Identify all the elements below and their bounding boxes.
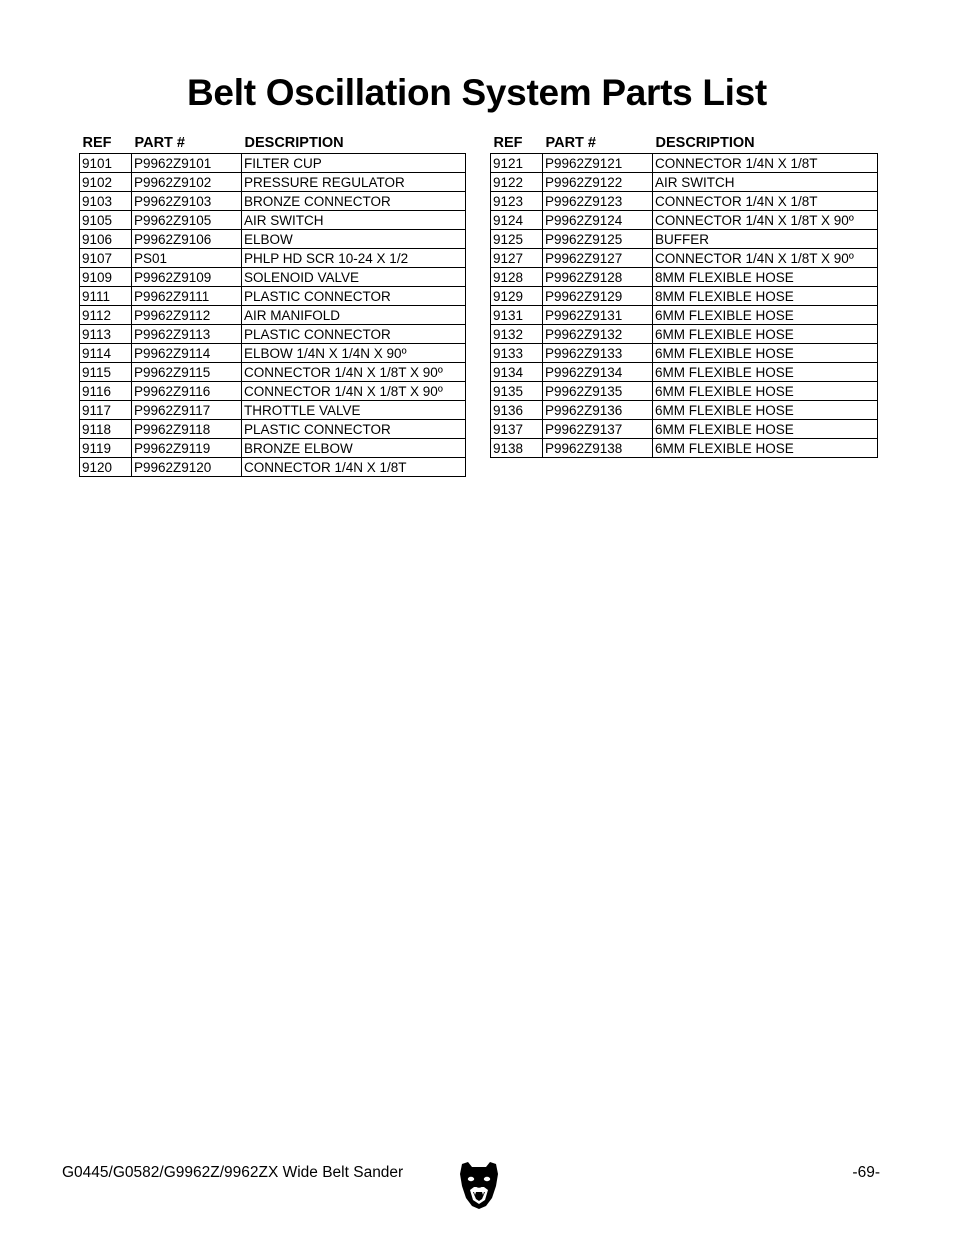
ref-cell: 9136 xyxy=(491,401,543,420)
part-number-cell: P9962Z9131 xyxy=(543,306,653,325)
description-cell: CONNECTOR 1/4N X 1/8T X 90º xyxy=(242,363,466,382)
table-row xyxy=(80,211,466,230)
ref-cell: 9112 xyxy=(80,306,132,325)
description-cell: 6MM FLEXIBLE HOSE xyxy=(653,401,878,420)
description-cell: AIR SWITCH xyxy=(242,211,466,230)
description-cell: 6MM FLEXIBLE HOSE xyxy=(653,439,878,458)
description-cell: THROTTLE VALVE xyxy=(242,401,466,420)
table-row xyxy=(80,173,466,192)
ref-cell: 9125 xyxy=(491,230,543,249)
ref-cell: 9127 xyxy=(491,249,543,268)
table-row xyxy=(491,211,878,230)
ref-cell: 9114 xyxy=(80,344,132,363)
ref-cell: 9118 xyxy=(80,420,132,439)
table-row xyxy=(491,382,878,401)
part-number-cell: P9962Z9122 xyxy=(543,173,653,192)
table-row xyxy=(80,306,466,325)
description-cell: ELBOW 1/4N X 1/4N X 90º xyxy=(242,344,466,363)
page-number: -69- xyxy=(852,1164,880,1181)
part-number-cell: P9962Z9121 xyxy=(543,154,653,173)
part-number-cell: P9962Z9112 xyxy=(132,306,242,325)
description-cell: CONNECTOR 1/4N X 1/8T xyxy=(653,154,878,173)
part-number-cell: P9962Z9106 xyxy=(132,230,242,249)
bear-head-logo-icon xyxy=(458,1160,500,1210)
part-number-cell: P9962Z9134 xyxy=(543,363,653,382)
part-number-cell: P9962Z9125 xyxy=(543,230,653,249)
table-row xyxy=(80,325,466,344)
ref-cell: 9113 xyxy=(80,325,132,344)
table-row xyxy=(80,154,466,173)
table-row xyxy=(491,439,878,458)
part-number-cell: P9962Z9138 xyxy=(543,439,653,458)
ref-cell: 9120 xyxy=(80,458,132,477)
ref-cell: 9116 xyxy=(80,382,132,401)
description-cell: CONNECTOR 1/4N X 1/8T X 90º xyxy=(242,382,466,401)
part-number-cell: P9962Z9123 xyxy=(543,192,653,211)
description-cell: 6MM FLEXIBLE HOSE xyxy=(653,325,878,344)
ref-cell: 9119 xyxy=(80,439,132,458)
ref-cell: 9128 xyxy=(491,268,543,287)
part-number-cell: P9962Z9128 xyxy=(543,268,653,287)
part-number-cell: P9962Z9116 xyxy=(132,382,242,401)
description-cell: 8MM FLEXIBLE HOSE xyxy=(653,268,878,287)
header-part: PART # xyxy=(134,134,185,151)
table-row xyxy=(491,420,878,439)
parts-table-left xyxy=(79,132,466,477)
ref-cell: 9122 xyxy=(491,173,543,192)
ref-cell: 9138 xyxy=(491,439,543,458)
ref-cell: 9131 xyxy=(491,306,543,325)
part-number-cell: P9962Z9119 xyxy=(132,439,242,458)
part-number-cell: P9962Z9127 xyxy=(543,249,653,268)
ref-cell: 9123 xyxy=(491,192,543,211)
description-cell: ELBOW xyxy=(242,230,466,249)
part-number-cell: P9962Z9137 xyxy=(543,420,653,439)
part-number-cell: P9962Z9101 xyxy=(132,154,242,173)
parts-table-right xyxy=(490,132,878,458)
part-number-cell: P9962Z9135 xyxy=(543,382,653,401)
description-cell: CONNECTOR 1/4N X 1/8T X 90º xyxy=(653,249,878,268)
ref-cell: 9101 xyxy=(80,154,132,173)
description-cell: PLASTIC CONNECTOR xyxy=(242,287,466,306)
table-row xyxy=(80,344,466,363)
ref-cell: 9109 xyxy=(80,268,132,287)
table-row xyxy=(80,230,466,249)
table-row xyxy=(491,230,878,249)
table-row xyxy=(80,382,466,401)
ref-cell: 9134 xyxy=(491,363,543,382)
footer-model-text: G0445/G0582/G9962Z/9962ZX Wide Belt Sander xyxy=(62,1164,404,1181)
description-cell: 6MM FLEXIBLE HOSE xyxy=(653,363,878,382)
table-header-row xyxy=(491,132,878,154)
table-header-row xyxy=(80,132,466,154)
table-row xyxy=(491,154,878,173)
description-cell: CONNECTOR 1/4N X 1/8T xyxy=(653,192,878,211)
ref-cell: 9129 xyxy=(491,287,543,306)
ref-cell: 9107 xyxy=(80,249,132,268)
description-cell: BUFFER xyxy=(653,230,878,249)
table-row xyxy=(491,306,878,325)
header-ref: REF xyxy=(493,134,523,151)
table-row xyxy=(80,439,466,458)
table-row xyxy=(491,287,878,306)
ref-cell: 9135 xyxy=(491,382,543,401)
description-cell: BRONZE CONNECTOR xyxy=(242,192,466,211)
part-number-cell: P9962Z9102 xyxy=(132,173,242,192)
part-number-cell: P9962Z9120 xyxy=(132,458,242,477)
description-cell: AIR MANIFOLD xyxy=(242,306,466,325)
part-number-cell: P9962Z9111 xyxy=(132,287,242,306)
description-cell: PLASTIC CONNECTOR xyxy=(242,420,466,439)
description-cell: BRONZE ELBOW xyxy=(242,439,466,458)
header-description: DESCRIPTION xyxy=(244,134,344,151)
page-title: Belt Oscillation System Parts List xyxy=(187,72,767,113)
table-row xyxy=(80,420,466,439)
description-cell: CONNECTOR 1/4N X 1/8T xyxy=(242,458,466,477)
part-number-cell: P9962Z9132 xyxy=(543,325,653,344)
ref-cell: 9117 xyxy=(80,401,132,420)
table-row xyxy=(491,268,878,287)
ref-cell: 9133 xyxy=(491,344,543,363)
part-number-cell: P9962Z9118 xyxy=(132,420,242,439)
table-row xyxy=(80,458,466,477)
part-number-cell: P9962Z9103 xyxy=(132,192,242,211)
table-row xyxy=(491,401,878,420)
table-row xyxy=(80,192,466,211)
table-row xyxy=(491,173,878,192)
header-description: DESCRIPTION xyxy=(655,134,755,151)
table-row xyxy=(491,192,878,211)
description-cell: PRESSURE REGULATOR xyxy=(242,173,466,192)
description-cell: FILTER CUP xyxy=(242,154,466,173)
description-cell: SOLENOID VALVE xyxy=(242,268,466,287)
table-row xyxy=(80,401,466,420)
part-number-cell: P9962Z9129 xyxy=(543,287,653,306)
table-row xyxy=(491,249,878,268)
description-cell: AIR SWITCH xyxy=(653,173,878,192)
ref-cell: 9106 xyxy=(80,230,132,249)
ref-cell: 9124 xyxy=(491,211,543,230)
description-cell: 6MM FLEXIBLE HOSE xyxy=(653,420,878,439)
description-cell: PHLP HD SCR 10-24 X 1/2 xyxy=(242,249,466,268)
table-row xyxy=(80,287,466,306)
ref-cell: 9102 xyxy=(80,173,132,192)
description-cell: 8MM FLEXIBLE HOSE xyxy=(653,287,878,306)
description-cell: PLASTIC CONNECTOR xyxy=(242,325,466,344)
part-number-cell: P9962Z9113 xyxy=(132,325,242,344)
ref-cell: 9115 xyxy=(80,363,132,382)
table-row xyxy=(491,325,878,344)
part-number-cell: P9962Z9105 xyxy=(132,211,242,230)
part-number-cell: P9962Z9136 xyxy=(543,401,653,420)
part-number-cell: P9962Z9133 xyxy=(543,344,653,363)
table-row xyxy=(80,363,466,382)
part-number-cell: P9962Z9114 xyxy=(132,344,242,363)
description-cell: CONNECTOR 1/4N X 1/8T X 90º xyxy=(653,211,878,230)
ref-cell: 9121 xyxy=(491,154,543,173)
table-row xyxy=(80,249,466,268)
part-number-cell: P9962Z9124 xyxy=(543,211,653,230)
ref-cell: 9105 xyxy=(80,211,132,230)
description-cell: 6MM FLEXIBLE HOSE xyxy=(653,382,878,401)
ref-cell: 9111 xyxy=(80,287,132,306)
header-ref: REF xyxy=(82,134,112,151)
table-row xyxy=(491,344,878,363)
ref-cell: 9103 xyxy=(80,192,132,211)
part-number-cell: P9962Z9109 xyxy=(132,268,242,287)
description-cell: 6MM FLEXIBLE HOSE xyxy=(653,306,878,325)
part-number-cell: P9962Z9117 xyxy=(132,401,242,420)
part-number-cell: PS01 xyxy=(132,249,242,268)
description-cell: 6MM FLEXIBLE HOSE xyxy=(653,344,878,363)
ref-cell: 9137 xyxy=(491,420,543,439)
part-number-cell: P9962Z9115 xyxy=(132,363,242,382)
ref-cell: 9132 xyxy=(491,325,543,344)
header-part: PART # xyxy=(545,134,596,151)
table-row xyxy=(80,268,466,287)
table-row xyxy=(491,363,878,382)
